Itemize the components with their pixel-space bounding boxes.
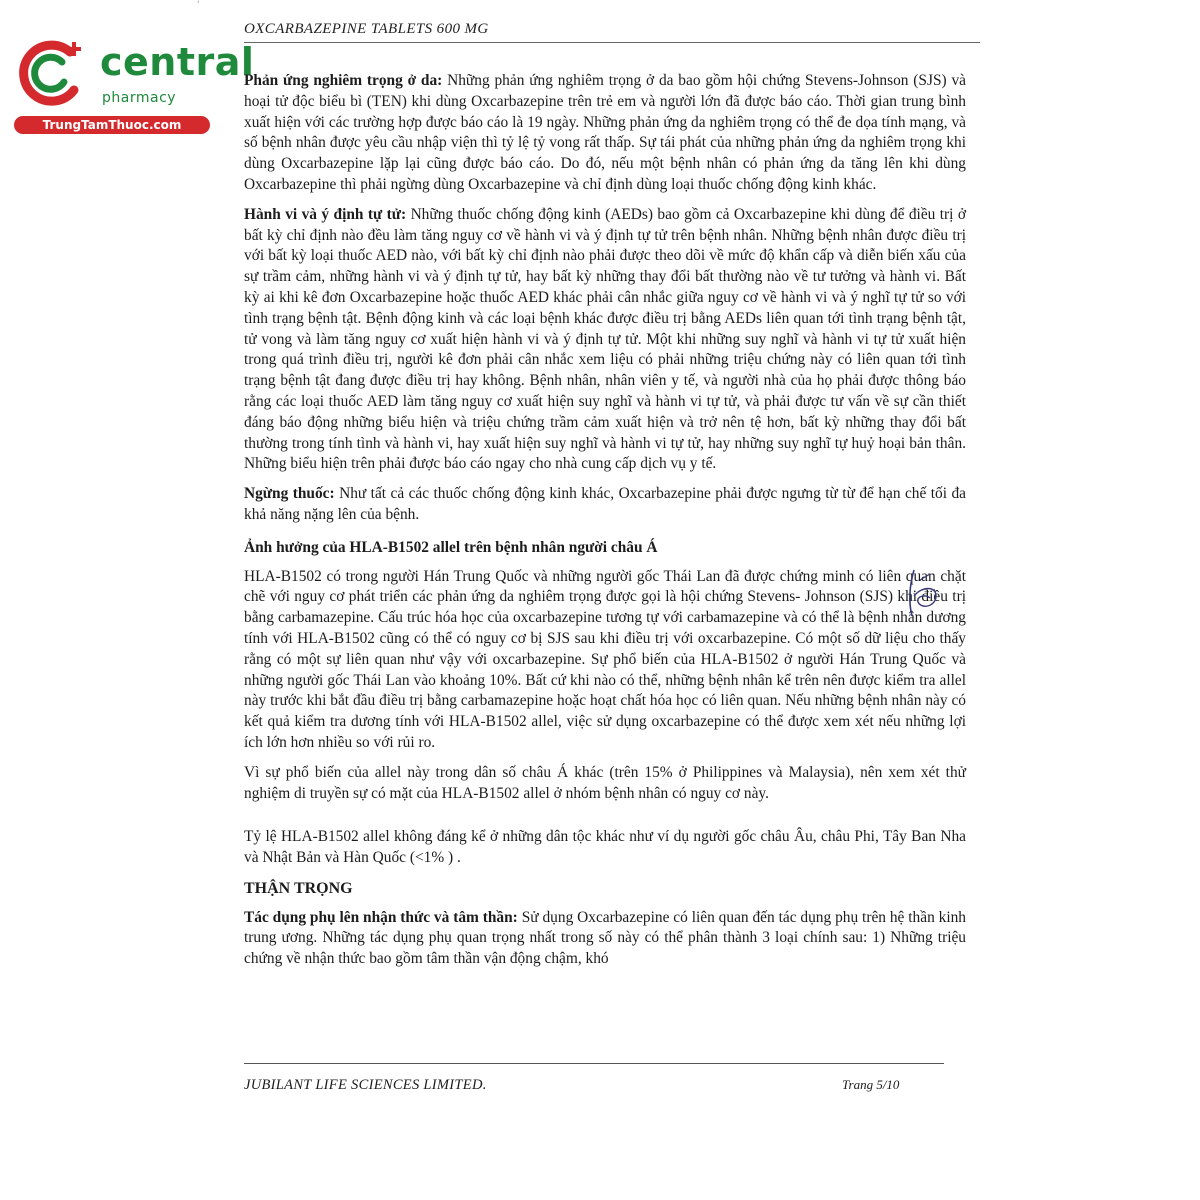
- paragraph-hla-3: Tỷ lệ HLA-B1502 allel không đáng kể ở những dân tộc khác như ví dụ người gốc châu Âu, châu Phi, Tây Ban Nha và Nhật Bản và Hàn Quốc (<1% ) .: [244, 828, 966, 867]
- paragraph-text: Những phản ứng nghiêm trọng ở da bao gồm hội chứng Stevens-Johnson (SJS) và hoại tử độc biểu bì (TEN) khi dùng Oxcarbazepine trên trẻ em và người lớn đã được báo cáo. Thời gian trung bình xuất hiện với các trường hợp được báo cáo là 19 ngày. Những phản ứng da nghiêm trọng có thể đe dọa tính mạng, và số bệnh nhân được yêu cầu nhập viện thì tỷ lệ tỷ vong rất thấp. Sự tái phát của những phản ứng da nghiêm trọng khi dùng Oxcarbazepine lặp lại cũng được báo cáo. Do đó, nếu một bệnh nhân có phản ứng da tăng lên khi dùng Oxcarbazepine thì phải ngừng dùng Oxcarbazepine và chỉ định dùng loại thuốc chống động kinh khác.: [244, 72, 966, 193]
- paragraph-withdrawal: [244, 484, 966, 526]
- paragraph-hla-1: HLA-B1502 có trong người Hán Trung Quốc và những người gốc Thái Lan đã được chứng minh có liên quan chặt chẽ với nguy cơ phát triển các phản ứng da nghiêm trọng được gọi là hội chứng Stevens- Johnson (SJS) khi điều trị bằng carbamazepine. Cấu trúc hóa học của oxcarbazepine tương tự với carbamazepine và có thể là bệnh nhân dương tính với HLA-B1502 cũng có thể có nguy cơ bị SJS sau khi điều trị với oxcarbazepine. Có một số dữ liệu cho thấy rằng có một sự liên quan như vậy với oxcarbazepine. Sự phổ biến của HLA-B1502 ở người Hán Trung Quốc và những người gốc Thái Lan vào khoảng 10%. Bất cứ khi nào có thể, những bệnh nhân kể trên nên được kiểm tra allel này trước khi bắt đầu điều trị bằng carbamazepine hoặc hoạt chất hóa học có liên quan. Nếu những bệnh nhân này có kết quả kiểm tra dương tính với HLA-B1502 allel, việc sử dụng oxcarbazepine có thể được xem xét nếu những lợi ích lớn hơn nhiều so với rủi ro.: [244, 567, 966, 751]
- section-title-caution: THẬN TRỌNG: [244, 879, 353, 897]
- handwritten-signature: [900, 566, 950, 626]
- paragraph-hla-2: Vì sự phổ biến của allel này trong dân số châu Á khác (trên 15% ở Philippines và Malaysia), nên xem xét thử nghiệm di truyền sự có mặt của HLA-B1502 allel ở nhóm bệnh nhân có nguy cơ này.: [244, 763, 966, 802]
- paragraph-heading: Phản ứng nghiêm trọng ở da:: [244, 72, 443, 89]
- paragraph-heading: Hành vi và ý định tự tử:: [244, 205, 407, 223]
- header-divider: [244, 42, 980, 43]
- brand-logo: [12, 38, 255, 138]
- paragraph-skin-reactions: [244, 71, 966, 196]
- paragraph-cognitive-effects: [244, 908, 966, 970]
- document-body: [244, 71, 966, 979]
- footer-company: JUBILANT LIFE SCIENCES LIMITED.: [244, 1077, 487, 1093]
- spacer: [244, 813, 966, 827]
- scan-mark: ': [197, 0, 200, 10]
- central-pharmacy-logo-icon: [12, 38, 92, 108]
- paragraph-suicidal-behavior: [244, 205, 966, 475]
- logo-subtitle: pharmacy: [102, 90, 177, 106]
- logo-wordmark: central: [100, 40, 255, 84]
- section-title-hla: Ảnh hưởng của HLA-B1502 allel trên bệnh nhân người châu Á: [244, 538, 658, 556]
- document-header-title: OXCARBAZEPINE TABLETS 600 MG: [244, 21, 489, 37]
- paragraph-heading: Ngừng thuốc:: [244, 485, 335, 503]
- footer-divider: [244, 1063, 944, 1064]
- paragraph-text: Những thuốc chống động kinh (AEDs) bao gồm cả Oxcarbazepine khi dùng để điều trị ở bất kỳ chỉ định nào đều làm tăng nguy cơ về hành vi và ý định tự tử trên bệnh nhân. Những bệnh nhân được điều trị với bất kỳ loại thuốc AED nào, với bất kỳ chỉ định nào phải được theo dõi về mức độ khẩn cấp và diễn biến xấu của sự trầm cảm, những hành vi và ý định tự tử, hay bất kỳ những thay đổi bất thường nào về tư tưởng và hành vi. Bất kỳ ai khi kê đơn Oxcarbazepine hoặc thuốc AED khác phải cân nhắc giữa nguy cơ về hành vi và ý nghĩ tự tử so với tình trạng bệnh tật. Bệnh động kinh và các loại bệnh khác được điều trị bằng AEDs liên quan tới tình trạng bệnh tật, tử vong và làm tăng nguy cơ xuất hiện hành vi và ý định tự tử. Một khi những suy nghĩ và hành vi tự tử xuất hiện trong quá trình điều trị, người kê đơn phải cân nhắc xem liệu có phải những triệu chứng này có liên quan tới tình trạng bệnh tật đang được điều trị hay không. Bệnh nhân, nhân viên y tế, và người nhà của họ phải được thông báo rằng các loại thuốc AED làm tăng nguy cơ xuất hiện suy nghĩ và hành vi tự tử, và phải được tư vấn về sự cần thiết đáng báo động những biểu hiện và triệu chứng trầm cảm xuất hiện và trở nên tệ hơn, bất kỳ những thay đổi bất thường trong tính tình và hành vi, hay xuất hiện suy nghĩ và hành vi tự tử, hay những suy nghĩ tự huỷ hoại bản thân. Những biểu hiện trên phải được báo cáo ngay cho nhà cung cấp dịch vụ y tế.: [244, 205, 966, 473]
- footer-page-number: Trang 5/10: [842, 1077, 900, 1092]
- paragraph-text: Sử dụng Oxcarbazepine có liên quan đến tác dụng phụ trên hệ thần kinh trung ương. Những tác dụng phụ quan trọng nhất trong số này có thể phân thành 3 loại chính sau: 1) Những triệu chứng về nhận thức bao gồm tâm thần vận động chậm, khó: [244, 908, 967, 968]
- logo-site-badge: TrungTamThuoc.com: [14, 116, 210, 134]
- paragraph-heading: Tác dụng phụ lên nhận thức và tâm thần:: [244, 908, 518, 926]
- paragraph-text: Như tất cả các thuốc chống động kinh khác, Oxcarbazepine phải được ngưng từ từ để hạn chế tối đa khả năng nặng lên của bệnh.: [244, 485, 966, 523]
